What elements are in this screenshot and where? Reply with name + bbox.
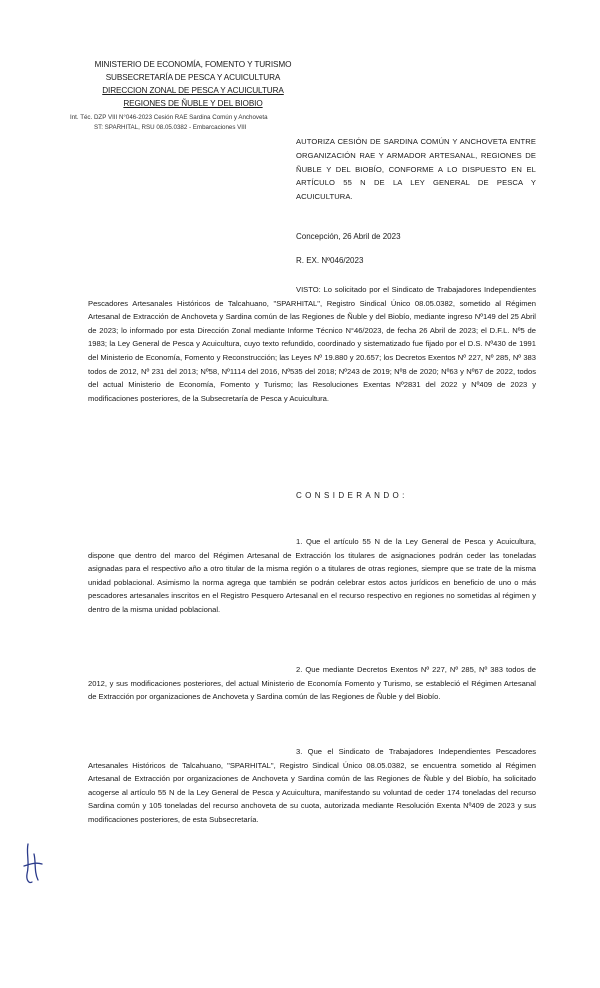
letterhead-regiones: REGIONES DE ÑUBLE Y DEL BIOBIO bbox=[123, 99, 263, 108]
letterhead-ministry: MINISTERIO DE ECONOMÍA, FOMENTO Y TURISMO bbox=[94, 60, 292, 69]
signature-initials bbox=[14, 840, 54, 890]
visto-text: Lo solicitado por el Sindicato de Trabajadores Independientes Pescadores Artesanales Históricos de Talcahuano, "SPARHITAL", Registro Sindical Único 08.05.0382, sometido al Régimen Artesanal de Extracción de Anchoveta y Sardina común de las Regiones de Ñuble y del Biobío, mediante ingreso Nº149 del 25 Abril de 2023; lo informado por esta Dirección Zonal mediante Informe Técnico N°46/2023, de fecha 26 Abril de 2023; el D.F.L. Nº5 de 1983; la Ley General de Pesca y Acuicultura, cuyo texto refundido, coordinado y sistematizado fue fijado por el D.S. Nº430 de 1991 del Ministerio de Economía, Fomento y Reconstrucción; las Leyes Nº 19.880 y 20.657; los Decretos Exentos Nº 227, Nº 285, Nº 383 todos de 2012, Nº 231 del 2013; Nº58, Nº1114 del 2016, Nº535 del 2018; Nº243 de 2019; Nº8 de 2020; Nº63 y Nº67 de 2022, todos del actual Ministerio de Economía, Fomento y Turismo; las Resoluciones Exentas Nº2831 del 2022 y Nº409 de 2023 y modificaciones posteriores, de la Subsecretaría de Pesca y Acuicultura. bbox=[88, 285, 536, 403]
letterhead-subsecretaria: SUBSECRETARÍA DE PESCA Y ACUICULTURA bbox=[105, 73, 281, 82]
visto-paragraph bbox=[88, 283, 536, 405]
resolution-number: R. EX. Nº046/2023 bbox=[296, 256, 364, 265]
place-date: Concepción, 26 Abril de 2023 bbox=[296, 232, 401, 241]
document-subject: AUTORIZA CESIÓN DE SARDINA COMÚN Y ANCHOVETA ENTRE ORGANIZACIÓN RAE Y ARMADOR ARTESANAL, REGIONES DE ÑUBLE Y DEL BIOBÍO, CONFORME A LO DISPUESTO EN EL ARTÍCULO 55 N DE LA LEY GENERAL DE PESCA Y ACUICULTURA. bbox=[296, 137, 536, 202]
considerando-title: CONSIDERANDO: bbox=[296, 491, 408, 500]
letterhead-direccion: DIRECCION ZONAL DE PESCA Y ACUICULTURA bbox=[102, 86, 284, 95]
considerando-paragraph-3: 3. Que el Sindicato de Trabajadores Independientes Pescadores Artesanales Históricos de Talcahuano, "SPARHITAL", Registro Sindical Único 08.05.0382, se encuentra sometido al Régimen Artesanal de Extracción por organizaciones de Anchoveta y Sardina común de las Regiones de Ñuble y del Biobío, ha solicitado acogerse al artículo 55 N de la Ley General de Pesca y Acuicultura, manifestando su voluntad de ceder 174 toneladas del recurso Sardina común y 105 toneladas del recurso anchoveta de su cuota, autorizada mediante Resolución Exenta Nº409 de 2023 y sus modificaciones posteriores, de esta Subsecretaría. bbox=[88, 747, 536, 824]
letterhead bbox=[88, 58, 298, 110]
visto-label: VISTO: bbox=[296, 285, 321, 294]
considerando-paragraph-2: 2. Que mediante Decretos Exentos Nº 227, Nº 285, Nº 383 todos de 2012, y sus modificaciones posteriores, del actual Ministerio de Economía Fomento y Turismo, se estableció el Régimen Artesanal de Extracción por organizaciones de Anchoveta y Sardina común de las Regiones de Ñuble y del Biobío. bbox=[88, 665, 536, 702]
reference-line-1: Int. Téc. DZP VIII N°046-2023 Cesión RAE Sardina Común y Anchoveta bbox=[70, 114, 268, 121]
reference-lines bbox=[70, 113, 268, 133]
considerando-paragraph-1: 1. Que el artículo 55 N de la Ley General de Pesca y Acuicultura, dispone que dentro del marco del Régimen Artesanal de Extracción los titulares de asignaciones podrán ceder las toneladas asignadas para el respectivo año a otro titular de la misma región o a titulares de otras regiones, siempre que se trate de la misma unidad poblacional. Asimismo la norma agrega que también se podrán celebrar estos actos jurídicos en beneficio de uno o más pescadores artesanales inscritos en el Registro Pesquero Artesanal en el recurso respectivo en regiones no sometidas al régimen y dentro de la misma unidad poblacional. bbox=[88, 537, 536, 614]
reference-line-2: ST: SPARHITAL, RSU 08.05.0382 - Embarcaciones VIII bbox=[94, 124, 247, 131]
